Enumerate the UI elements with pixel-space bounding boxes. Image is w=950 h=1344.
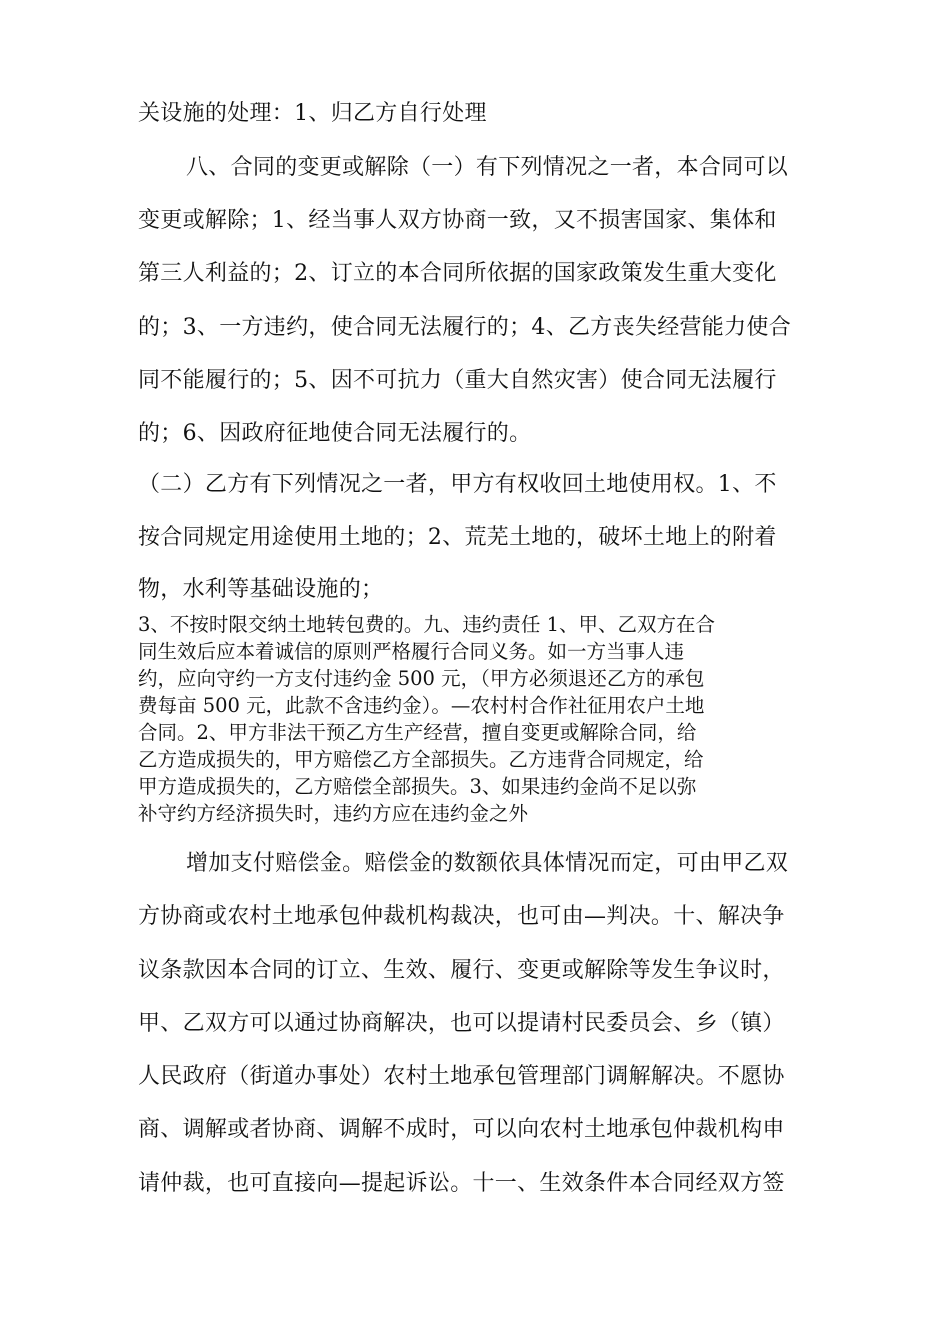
text-line: 人民政府（街道办事处）农村土地承包管理部门调解解决。不愿协: [138, 1064, 785, 1089]
text-line: （二）乙方有下列情况之一者，甲方有权收回土地使用权。1、不: [138, 472, 777, 497]
text-line: 请仲裁，也可直接向—提起诉讼。十一、生效条件本合同经双方签: [138, 1171, 785, 1196]
text-line: 费每亩 500 元，此款不含违约金）。—农村村合作社征用农户土地: [138, 694, 705, 717]
text-line: 变更或解除；1、经当事人双方协商一致，又不损害国家、集体和: [138, 208, 777, 233]
text-line: 乙方造成损失的，甲方赔偿乙方全部损失。乙方违背合同规定，给: [138, 748, 704, 771]
text-line: 的；6、因政府征地使合同无法履行的。: [138, 421, 532, 446]
text-line: 同生效后应本着诚信的原则严格履行合同义务。如一方当事人违: [138, 640, 685, 663]
text-line: 甲方造成损失的，乙方赔偿全部损失。3、如果违约金尚不足以弥: [138, 775, 697, 798]
text-line: 按合同规定用途使用土地的；2、荒芜土地的，破坏土地上的附着: [138, 525, 777, 550]
text-line: 关设施的处理：1、归乙方自行处理: [138, 101, 487, 126]
text-line: 合同。2、甲方非法干预乙方生产经营，擅自变更或解除合同，给: [138, 721, 697, 744]
text-line: 八、合同的变更或解除（一）有下列情况之一者，本合同可以: [186, 155, 789, 180]
text-line: 同不能履行的；5、因不可抗力（重大自然灾害）使合同无法履行: [138, 368, 777, 393]
text-line: 方协商或农村土地承包仲裁机构裁决，也可由—判决。十、解决争: [138, 904, 785, 929]
text-line: 甲、乙双方可以通过协商解决，也可以提请村民委员会、乡（镇）: [138, 1011, 785, 1036]
text-line: 3、不按时限交纳土地转包费的。九、违约责任 1、甲、乙双方在合: [138, 613, 716, 636]
text-line: 的；3、一方违约，使合同无法履行的；4、乙方丧失经营能力使合: [138, 315, 791, 340]
text-line: 约，应向守约一方支付违约金 500 元，（甲方必须退还乙方的承包: [138, 667, 705, 690]
text-line: 增加支付赔偿金。赔偿金的数额依具体情况而定，可由甲乙双: [186, 851, 789, 876]
text-line: 议条款因本合同的订立、生效、履行、变更或解除等发生争议时，: [138, 958, 785, 983]
text-line: 物，水利等基础设施的；: [138, 577, 384, 602]
text-line: 第三人利益的；2、订立的本合同所依据的国家政策发生重大变化: [138, 261, 777, 286]
text-line: 商、调解或者协商、调解不成时，可以向农村土地承包仲裁机构申: [138, 1117, 785, 1142]
text-line: 补守约方经济损失时，违约方应在违约金之外: [138, 802, 529, 825]
